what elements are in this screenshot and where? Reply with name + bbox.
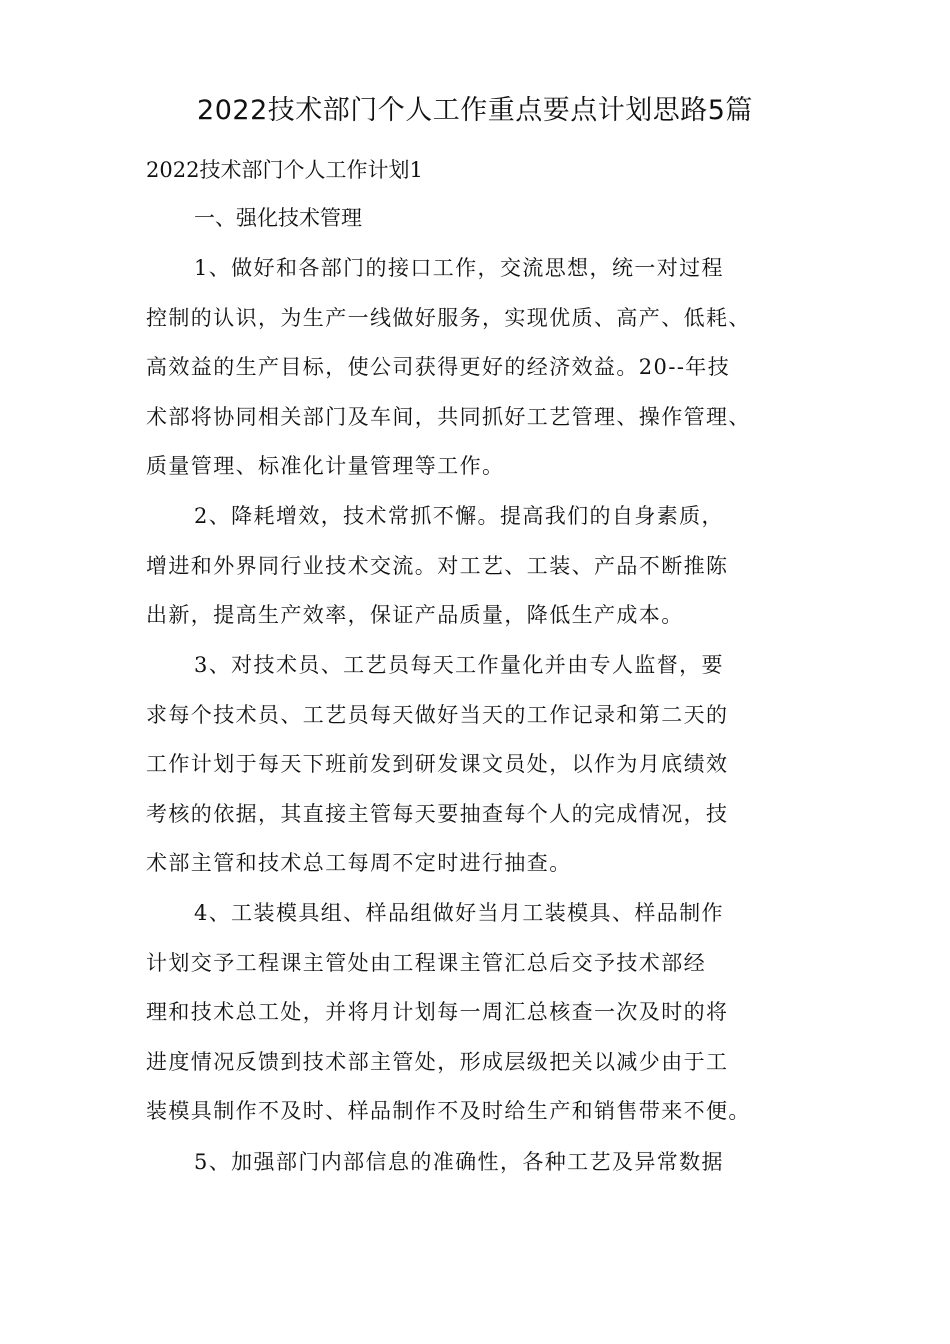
paragraph-line: 计划交予工程课主管处由工程课主管汇总后交予技术部经: [146, 950, 706, 975]
paragraph-line: 术部主管和技术总工每周不定时进行抽查。: [146, 851, 572, 876]
paragraph-line: 求每个技术员、工艺员每天做好当天的工作记录和第二天的: [146, 702, 729, 727]
paragraph-3: [146, 641, 814, 889]
paragraph-line: 进度情况反馈到技术部主管处，形成层级把关以减少由于工: [146, 1049, 729, 1074]
plan-subtitle: 2022技术部门个人工作计划1: [146, 158, 423, 182]
paragraph-line: 术部将协同相关部门及车间，共同抓好工艺管理、操作管理、: [146, 404, 751, 429]
paragraph-4: [146, 889, 814, 1137]
paragraph-line: 理和技术总工处，并将月计划每一周汇总核查一次及时的将: [146, 1000, 729, 1025]
paragraph-line: 3、对技术员、工艺员每天工作量化并由专人监督，要: [194, 653, 724, 677]
paragraph-line: 5、加强部门内部信息的准确性，各种工艺及异常数据: [194, 1150, 724, 1174]
paragraph-line: 4、工装模具组、样品组做好当月工装模具、样品制作: [194, 901, 724, 925]
paragraph-line: 高效益的生产目标，使公司获得更好的经济效益。20--年技: [146, 355, 731, 380]
paragraph-line: 1、做好和各部门的接口工作，交流思想，统一对过程: [194, 256, 724, 280]
paragraph-line: 考核的依据，其直接主管每天要抽查每个人的完成情况，技: [146, 801, 729, 826]
paragraph-line: 2、降耗增效，技术常抓不懈。提高我们的自身素质，: [194, 504, 724, 528]
paragraph-line: 出新，提高生产效率，保证产品质量，降低生产成本。: [146, 603, 684, 628]
paragraph-line: 工作计划于每天下班前发到研发课文员处，以作为月底绩效: [146, 752, 729, 777]
paragraph-5: [146, 1138, 814, 1188]
paragraph-1: [146, 244, 814, 492]
paragraph-line: 质量管理、标准化计量管理等工作。: [146, 454, 505, 479]
paragraph-line: 控制的认识，为生产一线做好服务，实现优质、高产、低耗、: [146, 305, 751, 330]
document-title: 2022技术部门个人工作重点要点计划思路5篇: [197, 95, 753, 126]
paragraph-line: 增进和外界同行业技术交流。对工艺、工装、产品不断推陈: [146, 553, 729, 578]
paragraph-2: [146, 492, 814, 641]
paragraph-line: 装模具制作不及时、样品制作不及时给生产和销售带来不便。: [146, 1099, 751, 1124]
section-heading: 一、强化技术管理: [194, 206, 362, 230]
